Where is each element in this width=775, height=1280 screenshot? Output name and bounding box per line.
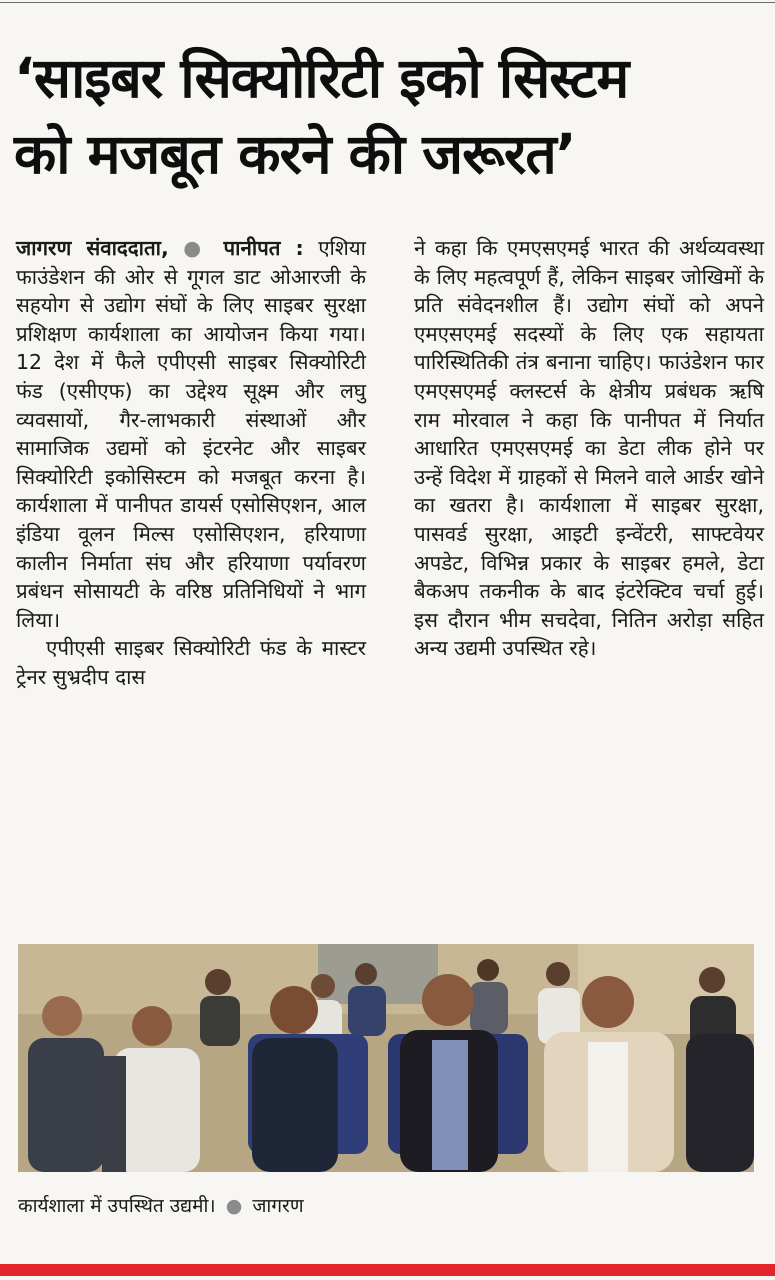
headline-line-2: को मजबूत करने की जरूरत’ <box>14 122 576 186</box>
paragraph-2: एपीएसी साइबर सिक्योरिटी फंड के मास्टर ट्रेनर सुभ्रदीप दास <box>16 636 366 689</box>
dateline-place: पानीपत : <box>223 236 304 260</box>
article-columns <box>16 234 764 934</box>
headline-line-1: ‘साइबर सिक्योरिटी इको सिस्टम <box>14 46 629 110</box>
caption-bullet-icon: ● <box>225 1195 243 1217</box>
dateline-source: जागरण संवाददाता, <box>16 236 169 260</box>
article-column-1 <box>16 234 366 934</box>
top-rule <box>0 2 775 3</box>
news-photo <box>18 944 754 1172</box>
photo-credit: जागरण <box>252 1195 304 1217</box>
headline <box>14 40 766 192</box>
bottom-red-rule <box>0 1264 775 1276</box>
article-column-2 <box>414 234 764 934</box>
paragraph-2-continued: ने कहा कि एमएसएमई भारत की अर्थव्यवस्था के लिए महत्वपूर्ण हैं, लेकिन साइबर जोखिमों के प्रति संवेदनशील हैं। उद्योग संघों को अपने एमएसएमई सदस्यों के लिए एक सहायता पारिस्थितिकी तंत्र बनाना चाहिए। फाउंडेशन फार एमएसएमई क्लस्टर्स के क्षेत्रीय प्रबंधक ऋषि राम मोरवाल ने कहा कि पानीपत में निर्यात आधारित एमएसएमई का डेटा लीक होने पर उन्हें विदेश में ग्राहकों से मिलने वाले आर्डर खोने का खतरा है। कार्यशाला में साइबर सुरक्षा, पासवर्ड सुरक्षा, आइटी इन्वेंटरी, साफ्टवेयर अपडेट, विभिन्न प्रकार के साइबर हमले, डेटा बैकअप तकनीक के बाद इंटरेक्टिव चर्चा हुई। इस दौरान भीम सचदेवा, नितिन अरोड़ा सहित अन्य उद्यमी उपस्थित रहे। <box>414 236 764 661</box>
news-photo-illustration <box>18 944 754 1172</box>
bullet-icon: ● <box>183 236 210 260</box>
paragraph-1 <box>16 234 366 634</box>
photo-caption-text: कार्यशाला में उपस्थित उद्यमी। <box>18 1195 216 1217</box>
photo-caption <box>18 1192 304 1218</box>
paragraph-1-text: एशिया फाउंडेशन की ओर से गूगल डाट ओआरजी के सहयोग से उद्योग संघों के लिए साइबर सुरक्षा प्रशिक्षण कार्यशाला का आयोजन किया गया। 12 देश में फैले एपीएसी साइबर सिक्योरिटी फंड (एसीएफ) का उद्देश्य सूक्ष्म और लघु व्यवसायों, गैर-लाभकारी संस्थाओं और सामाजिक उद्यमों को इंटरनेट और साइबर सिक्योरिटी इकोसिस्टम को मजबूत करना है। कार्यशाला में पानीपत डायर्स एसोसिएशन, आल इंडिया वूलन मिल्स एसोसिएशन, हरियाणा कालीन निर्माता संघ और हरियाणा पर्यावरण प्रबंधन सोसायटी के वरिष्ठ प्रतिनिधियों ने भाग लिया। <box>16 236 366 632</box>
